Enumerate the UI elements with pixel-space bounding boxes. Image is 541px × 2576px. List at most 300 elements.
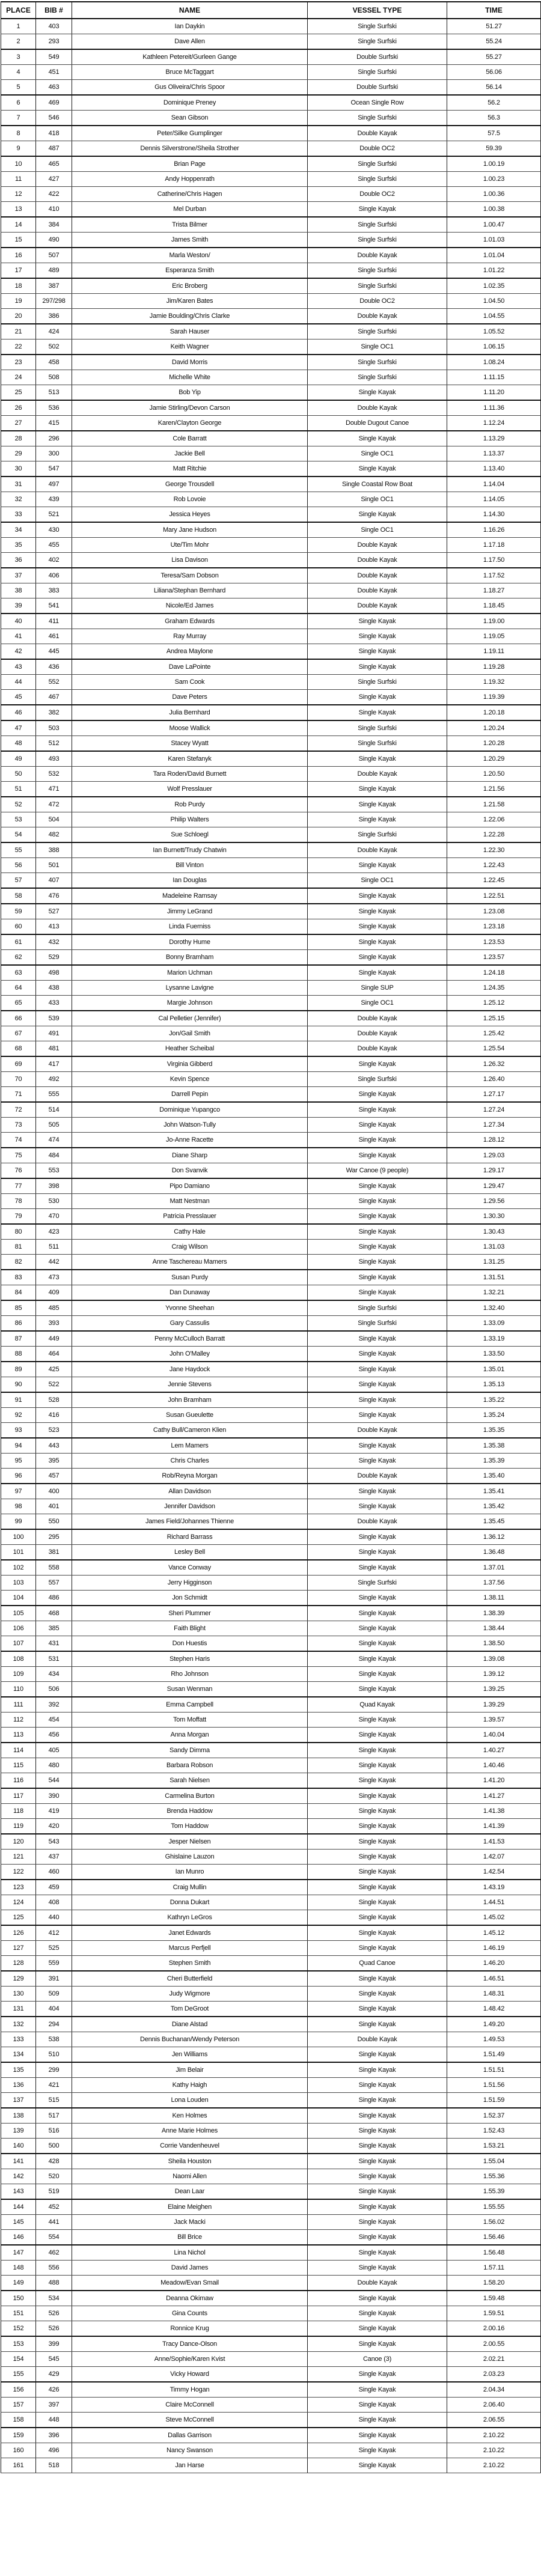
cell-time: 1.11.15: [447, 370, 541, 385]
cell-vessel-type: Single Kayak: [308, 1728, 447, 1743]
table-row: [1, 2443, 541, 2458]
cell-bib: 532: [36, 767, 72, 782]
cell-vessel-type: Single Kayak: [308, 904, 447, 919]
cell-vessel-type: Double Kayak: [308, 309, 447, 324]
cell-time: 1.20.29: [447, 751, 541, 767]
cell-bib: 507: [36, 248, 72, 263]
cell-name: Anna Morgan: [72, 1728, 308, 1743]
cell-name: Margie Johnson: [72, 996, 308, 1011]
cell-vessel-type: Single Kayak: [308, 2261, 447, 2276]
table-row: [1, 1850, 541, 1865]
cell-time: 1.17.18: [447, 538, 541, 553]
cell-name: Donna Dukart: [72, 1895, 308, 1910]
table-row: [1, 1910, 541, 1926]
cell-vessel-type: Single Kayak: [308, 1788, 447, 1804]
table-row: [1, 446, 541, 461]
table-row: [1, 278, 541, 294]
table-row: [1, 187, 541, 202]
cell-bib: 443: [36, 1438, 72, 1454]
cell-time: 1.25.15: [447, 1011, 541, 1026]
cell-place: 33: [1, 507, 36, 523]
cell-bib: 491: [36, 1026, 72, 1041]
cell-bib: 550: [36, 1514, 72, 1530]
table-row: [1, 1087, 541, 1103]
cell-bib: 467: [36, 690, 72, 705]
cell-vessel-type: Single Kayak: [308, 1606, 447, 1621]
cell-vessel-type: Single Kayak: [308, 1971, 447, 1987]
cell-place: 106: [1, 1621, 36, 1636]
cell-bib: 390: [36, 1788, 72, 1804]
table-row: [1, 598, 541, 614]
cell-bib: 517: [36, 2108, 72, 2124]
cell-bib: 555: [36, 1087, 72, 1103]
cell-time: 1.20.18: [447, 705, 541, 720]
cell-bib: 441: [36, 2215, 72, 2230]
cell-name: Jon Schmidt: [72, 1591, 308, 1606]
cell-bib: 384: [36, 217, 72, 233]
cell-time: 1.25.54: [447, 1041, 541, 1057]
table-row: [1, 1651, 541, 1667]
cell-time: 1.21.56: [447, 782, 541, 797]
cell-time: 1.51.59: [447, 2093, 541, 2109]
cell-bib: 545: [36, 2352, 72, 2367]
cell-bib: 388: [36, 842, 72, 858]
cell-place: 43: [1, 659, 36, 675]
cell-bib: 554: [36, 2230, 72, 2246]
cell-name: Anne/Sophie/Karen Kvist: [72, 2352, 308, 2367]
cell-time: 1.45.02: [447, 1910, 541, 1926]
cell-vessel-type: Double Kayak: [308, 583, 447, 598]
cell-vessel-type: Single Kayak: [308, 797, 447, 812]
table-row: [1, 522, 541, 538]
cell-bib: 539: [36, 1011, 72, 1026]
cell-place: 57: [1, 873, 36, 889]
cell-name: Dean Laar: [72, 2184, 308, 2200]
table-row: [1, 1728, 541, 1743]
table-row: [1, 965, 541, 981]
cell-time: 1.39.25: [447, 1682, 541, 1698]
cell-name: Madeleine Ramsay: [72, 888, 308, 904]
cell-place: 19: [1, 294, 36, 309]
cell-vessel-type: Single Kayak: [308, 659, 447, 675]
cell-bib: 520: [36, 2169, 72, 2184]
cell-name: Gus Oliveira/Chris Spoor: [72, 80, 308, 96]
column-header-bib: BIB #: [36, 2, 72, 19]
cell-bib: 425: [36, 1362, 72, 1377]
cell-bib: 498: [36, 965, 72, 981]
cell-time: 1.17.52: [447, 568, 541, 583]
cell-bib: 391: [36, 1971, 72, 1987]
cell-place: 141: [1, 2154, 36, 2169]
table-row: [1, 1209, 541, 1225]
cell-name: Julia Bernhard: [72, 705, 308, 720]
cell-name: Susan Purdy: [72, 1270, 308, 1285]
cell-time: 56.06: [447, 65, 541, 80]
cell-bib: 513: [36, 385, 72, 401]
cell-time: 1.31.51: [447, 1270, 541, 1285]
cell-place: 122: [1, 1865, 36, 1880]
cell-name: Dennis Buchanan/Wendy Peterson: [72, 2032, 308, 2047]
cell-bib: 541: [36, 598, 72, 614]
cell-time: 1.40.46: [447, 1758, 541, 1773]
cell-vessel-type: Single Kayak: [308, 2321, 447, 2337]
cell-bib: 296: [36, 431, 72, 446]
cell-time: 1.39.12: [447, 1667, 541, 1682]
cell-vessel-type: Single Kayak: [308, 1392, 447, 1408]
cell-place: 144: [1, 2199, 36, 2215]
cell-vessel-type: Single Kayak: [308, 2398, 447, 2413]
cell-bib: 549: [36, 49, 72, 65]
cell-place: 44: [1, 675, 36, 690]
cell-bib: 505: [36, 1118, 72, 1133]
table-row: [1, 2047, 541, 2063]
cell-vessel-type: Single Kayak: [308, 1240, 447, 1255]
cell-time: 1.25.42: [447, 1026, 541, 1041]
cell-time: 1.04.55: [447, 309, 541, 324]
cell-place: 158: [1, 2413, 36, 2428]
cell-time: 1.17.50: [447, 553, 541, 568]
cell-name: Jon/Gail Smith: [72, 1026, 308, 1041]
cell-name: Janet Edwards: [72, 1925, 308, 1941]
cell-vessel-type: Single Kayak: [308, 1560, 447, 1576]
cell-name: Bonny Bramham: [72, 950, 308, 966]
table-row: [1, 65, 541, 80]
cell-bib: 460: [36, 1865, 72, 1880]
cell-name: Anne Marie Holmes: [72, 2124, 308, 2139]
cell-name: Richard Barrass: [72, 1529, 308, 1545]
cell-place: 142: [1, 2169, 36, 2184]
cell-name: Sam Cook: [72, 675, 308, 690]
table-row: [1, 1545, 541, 1561]
cell-bib: 487: [36, 141, 72, 157]
cell-time: 1.16.26: [447, 522, 541, 538]
cell-name: Peter/Silke Gumplinger: [72, 126, 308, 141]
cell-bib: 404: [36, 2002, 72, 2017]
cell-name: Darrell Pepin: [72, 1087, 308, 1103]
cell-place: 26: [1, 400, 36, 416]
cell-name: Jackie Bell: [72, 446, 308, 461]
cell-bib: 508: [36, 370, 72, 385]
cell-bib: 382: [36, 705, 72, 720]
table-row: [1, 1941, 541, 1956]
cell-name: Barbara Robson: [72, 1758, 308, 1773]
cell-bib: 415: [36, 416, 72, 431]
table-row: [1, 1194, 541, 1209]
cell-name: Brian Page: [72, 156, 308, 172]
cell-bib: 421: [36, 2078, 72, 2093]
cell-time: 1.46.19: [447, 1941, 541, 1956]
cell-place: 32: [1, 492, 36, 507]
table-row: [1, 996, 541, 1011]
cell-time: 2.06.40: [447, 2398, 541, 2413]
cell-vessel-type: Double OC2: [308, 187, 447, 202]
cell-name: Dennis Silverstrone/Sheila Strother: [72, 141, 308, 157]
cell-vessel-type: Single Surfski: [308, 19, 447, 34]
cell-bib: 472: [36, 797, 72, 812]
table-row: [1, 1606, 541, 1621]
cell-time: 1.24.35: [447, 981, 541, 996]
table-row: [1, 156, 541, 172]
cell-time: 1.27.17: [447, 1087, 541, 1103]
cell-place: 41: [1, 629, 36, 644]
cell-name: Naomi Allen: [72, 2169, 308, 2184]
cell-place: 24: [1, 370, 36, 385]
cell-time: 1.19.11: [447, 644, 541, 660]
cell-bib: 544: [36, 1773, 72, 1789]
table-row: [1, 1499, 541, 1514]
cell-place: 27: [1, 416, 36, 431]
cell-vessel-type: Double Kayak: [308, 842, 447, 858]
cell-bib: 526: [36, 2321, 72, 2337]
table-row: [1, 111, 541, 126]
cell-time: 1.22.30: [447, 842, 541, 858]
table-row: [1, 2428, 541, 2443]
table-row: [1, 583, 541, 598]
table-row: [1, 233, 541, 248]
table-row: [1, 400, 541, 416]
cell-place: 93: [1, 1423, 36, 1439]
cell-bib: 456: [36, 1728, 72, 1743]
cell-vessel-type: Single Kayak: [308, 385, 447, 401]
cell-name: Dorothy Hume: [72, 934, 308, 950]
cell-time: 2.10.22: [447, 2443, 541, 2458]
cell-name: Cheri Butterfield: [72, 1971, 308, 1987]
cell-place: 21: [1, 324, 36, 340]
cell-place: 5: [1, 80, 36, 96]
cell-place: 104: [1, 1591, 36, 1606]
cell-vessel-type: Double Kayak: [308, 568, 447, 583]
table-row: [1, 2108, 541, 2124]
table-row: [1, 2230, 541, 2246]
cell-time: 1.38.50: [447, 1636, 541, 1652]
cell-bib: 492: [36, 1072, 72, 1087]
cell-name: Marion Uchman: [72, 965, 308, 981]
cell-name: Lona Louden: [72, 2093, 308, 2109]
cell-vessel-type: Double Kayak: [308, 538, 447, 553]
table-row: [1, 2139, 541, 2154]
table-row: [1, 1804, 541, 1819]
cell-place: 155: [1, 2367, 36, 2383]
cell-vessel-type: Double Kayak: [308, 1469, 447, 1484]
table-row: [1, 263, 541, 279]
cell-time: 1.22.51: [447, 888, 541, 904]
table-row: [1, 340, 541, 355]
cell-place: 86: [1, 1316, 36, 1332]
cell-bib: 489: [36, 263, 72, 279]
cell-name: Dallas Garrison: [72, 2428, 308, 2443]
cell-time: 1.35.38: [447, 1438, 541, 1454]
cell-vessel-type: Single Kayak: [308, 2093, 447, 2109]
table-row: [1, 1743, 541, 1758]
table-row: [1, 126, 541, 141]
cell-bib: 552: [36, 675, 72, 690]
cell-bib: 408: [36, 1895, 72, 1910]
cell-time: 59.39: [447, 141, 541, 157]
table-row: [1, 1240, 541, 1255]
cell-bib: 429: [36, 2367, 72, 2383]
cell-bib: 419: [36, 1804, 72, 1819]
cell-vessel-type: Single Surfski: [308, 65, 447, 80]
cell-vessel-type: Single Kayak: [308, 1362, 447, 1377]
cell-name: Andy Hoppenrath: [72, 172, 308, 187]
cell-vessel-type: Single Kayak: [308, 1895, 447, 1910]
cell-time: 1.27.34: [447, 1118, 541, 1133]
cell-time: 1.22.43: [447, 858, 541, 873]
cell-time: 1.00.36: [447, 187, 541, 202]
cell-vessel-type: Single Kayak: [308, 1377, 447, 1393]
cell-bib: 439: [36, 492, 72, 507]
cell-place: 37: [1, 568, 36, 583]
cell-place: 83: [1, 1270, 36, 1285]
cell-place: 160: [1, 2443, 36, 2458]
table-row: [1, 1026, 541, 1041]
table-body: [1, 19, 541, 2473]
cell-place: 150: [1, 2291, 36, 2306]
cell-bib: 383: [36, 583, 72, 598]
cell-place: 51: [1, 782, 36, 797]
cell-place: 147: [1, 2245, 36, 2261]
table-row: [1, 1300, 541, 1316]
cell-time: 1.59.48: [447, 2291, 541, 2306]
cell-vessel-type: Double OC2: [308, 141, 447, 157]
cell-name: Sean Gibson: [72, 111, 308, 126]
table-row: [1, 1529, 541, 1545]
cell-vessel-type: Ocean Single Row: [308, 95, 447, 111]
cell-time: 1.28.12: [447, 1133, 541, 1148]
cell-bib: 515: [36, 2093, 72, 2109]
race-results-table: [1, 1, 541, 2473]
cell-place: 97: [1, 1484, 36, 1499]
cell-time: 2.04.34: [447, 2382, 541, 2398]
cell-place: 82: [1, 1255, 36, 1270]
cell-vessel-type: Single Kayak: [308, 1925, 447, 1941]
cell-name: Meadow/Evan Smail: [72, 2276, 308, 2291]
cell-bib: 525: [36, 1941, 72, 1956]
table-row: [1, 1987, 541, 2002]
cell-name: Allan Davidson: [72, 1484, 308, 1499]
cell-bib: 403: [36, 19, 72, 34]
table-row: [1, 950, 541, 966]
cell-vessel-type: Single Kayak: [308, 2047, 447, 2063]
cell-vessel-type: Single Kayak: [308, 812, 447, 827]
cell-place: 81: [1, 1240, 36, 1255]
cell-time: 1.35.41: [447, 1484, 541, 1499]
cell-vessel-type: Single Kayak: [308, 2382, 447, 2398]
table-row: [1, 1133, 541, 1148]
cell-bib: 436: [36, 659, 72, 675]
cell-place: 30: [1, 461, 36, 477]
table-row: [1, 1148, 541, 1163]
cell-place: 145: [1, 2215, 36, 2230]
cell-time: 1.31.25: [447, 1255, 541, 1270]
table-row: [1, 2245, 541, 2261]
cell-time: 1.13.40: [447, 461, 541, 477]
cell-time: 1.35.39: [447, 1454, 541, 1469]
cell-time: 1.55.36: [447, 2169, 541, 2184]
cell-vessel-type: Single Kayak: [308, 2428, 447, 2443]
cell-bib: 432: [36, 934, 72, 950]
cell-place: 161: [1, 2458, 36, 2473]
cell-name: Liliana/Stephan Bernhard: [72, 583, 308, 598]
table-row: [1, 629, 541, 644]
cell-name: Ian Munro: [72, 1865, 308, 1880]
cell-time: 1.35.22: [447, 1392, 541, 1408]
cell-time: 1.36.48: [447, 1545, 541, 1561]
cell-place: 56: [1, 858, 36, 873]
cell-vessel-type: Single Kayak: [308, 919, 447, 935]
cell-vessel-type: Single SUP: [308, 981, 447, 996]
column-header-name: NAME: [72, 2, 308, 19]
cell-name: Keith Wagner: [72, 340, 308, 355]
cell-place: 136: [1, 2078, 36, 2093]
cell-place: 2: [1, 34, 36, 50]
cell-name: Cal Pelletier (Jennifer): [72, 1011, 308, 1026]
cell-time: 1.40.04: [447, 1728, 541, 1743]
cell-bib: 451: [36, 65, 72, 80]
cell-time: 1.48.31: [447, 1987, 541, 2002]
cell-vessel-type: Single Kayak: [308, 1713, 447, 1728]
cell-vessel-type: Double Surfski: [308, 80, 447, 96]
cell-time: 1.18.27: [447, 583, 541, 598]
cell-name: Trista Bilmer: [72, 217, 308, 233]
cell-name: Ray Murray: [72, 629, 308, 644]
table-row: [1, 19, 541, 34]
cell-name: Karen/Clayton George: [72, 416, 308, 431]
table-row: [1, 492, 541, 507]
table-row: [1, 1560, 541, 1576]
cell-place: 45: [1, 690, 36, 705]
cell-place: 73: [1, 1118, 36, 1133]
cell-vessel-type: Single Kayak: [308, 1408, 447, 1423]
cell-vessel-type: Single Kayak: [308, 934, 447, 950]
cell-time: 1.13.29: [447, 431, 541, 446]
cell-name: Vance Conway: [72, 1560, 308, 1576]
cell-vessel-type: Single Kayak: [308, 614, 447, 629]
cell-name: Ronnice Krug: [72, 2321, 308, 2337]
cell-bib: 523: [36, 1423, 72, 1439]
cell-time: 2.06.55: [447, 2413, 541, 2428]
cell-name: Lysanne Lavigne: [72, 981, 308, 996]
cell-time: 1.57.11: [447, 2261, 541, 2276]
cell-vessel-type: Single Kayak: [308, 751, 447, 767]
cell-vessel-type: Single Kayak: [308, 2139, 447, 2154]
cell-name: Steve McConnell: [72, 2413, 308, 2428]
table-row: [1, 2184, 541, 2200]
cell-time: 1.01.22: [447, 263, 541, 279]
cell-time: 1.45.12: [447, 1925, 541, 1941]
cell-place: 9: [1, 141, 36, 157]
cell-name: Jim/Karen Bates: [72, 294, 308, 309]
table-row: [1, 2154, 541, 2169]
cell-name: Mary Jane Hudson: [72, 522, 308, 538]
cell-bib: 522: [36, 1377, 72, 1393]
cell-time: 1.18.45: [447, 598, 541, 614]
cell-bib: 416: [36, 1408, 72, 1423]
cell-name: Jan Harse: [72, 2458, 308, 2473]
cell-time: 1.19.28: [447, 659, 541, 675]
cell-bib: 481: [36, 1041, 72, 1057]
cell-place: 12: [1, 187, 36, 202]
cell-vessel-type: Single Kayak: [308, 1484, 447, 1499]
cell-time: 1.37.56: [447, 1576, 541, 1591]
table-row: [1, 217, 541, 233]
cell-vessel-type: Single Surfski: [308, 736, 447, 752]
cell-bib: 512: [36, 736, 72, 752]
cell-bib: 468: [36, 1606, 72, 1621]
cell-time: 1.22.45: [447, 873, 541, 889]
cell-name: Dave Allen: [72, 34, 308, 50]
cell-place: 100: [1, 1529, 36, 1545]
